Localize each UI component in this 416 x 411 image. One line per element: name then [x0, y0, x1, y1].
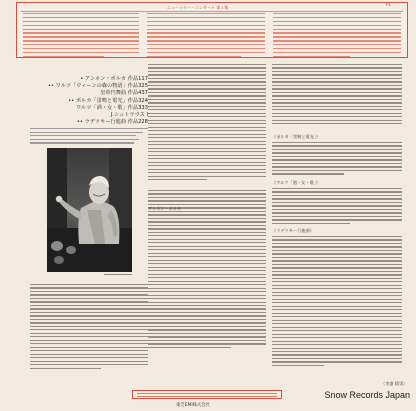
notes-col-3-b [272, 188, 402, 226]
section-heading-wine-women-song: 《ワルツ「酒・女・歌」》 [272, 180, 321, 185]
track-item: • アンネン・ポルカ 作品117 [80, 76, 148, 82]
track-item: 皇帝円舞曲 作品437 [100, 90, 148, 97]
section-heading-annen-polka: アンネン・ポルカ [148, 206, 182, 211]
conductor-photo-image [47, 148, 132, 272]
performer-credits [30, 128, 148, 146]
listing-header: ニューイヤー・コンサート 第１集 [167, 5, 229, 10]
listing-col-1 [23, 13, 139, 60]
track-item: J.シュトラウス Ⅰ [110, 112, 148, 119]
listing-col-2 [147, 13, 265, 60]
photo-caption [104, 274, 132, 275]
notes-col-2 [148, 64, 266, 182]
notes-col-3-top [272, 64, 402, 127]
company-name: 東芝EMI株式会社 [176, 403, 211, 408]
track-item: •• ラデツキー行進曲 作品228 [76, 119, 148, 126]
conductor-photo [47, 148, 132, 272]
author-signature: 〈市盛 精男〉 [381, 381, 408, 386]
track-item: •• ポルカ「雷鳴と電光」作品324 [68, 97, 148, 104]
section-heading-radetzky: 《ラデツキー行進曲》 [272, 228, 314, 233]
notes-col-2-mid [148, 190, 266, 350]
track-item: •• ワルツ「ウィーンの森の物語」作品325 [47, 83, 148, 90]
serial-mark: P1 [386, 2, 391, 7]
notes-col-3-a [272, 142, 402, 177]
catalog-listing-box [16, 2, 408, 58]
watermark-text: Snow Records Japan [324, 390, 410, 400]
track-item: ワルツ「酒・女・歌」作品333 [76, 104, 148, 111]
notes-col-1-lower [30, 284, 148, 371]
listing-col-3 [273, 13, 401, 60]
listing-header-rule [21, 11, 403, 12]
track-list [30, 76, 148, 126]
bottom-notice-box [132, 390, 282, 399]
notes-col-3-c [272, 236, 402, 368]
section-heading-thunder: 《ポルカ「雷鳴と電光」》 [272, 134, 321, 139]
